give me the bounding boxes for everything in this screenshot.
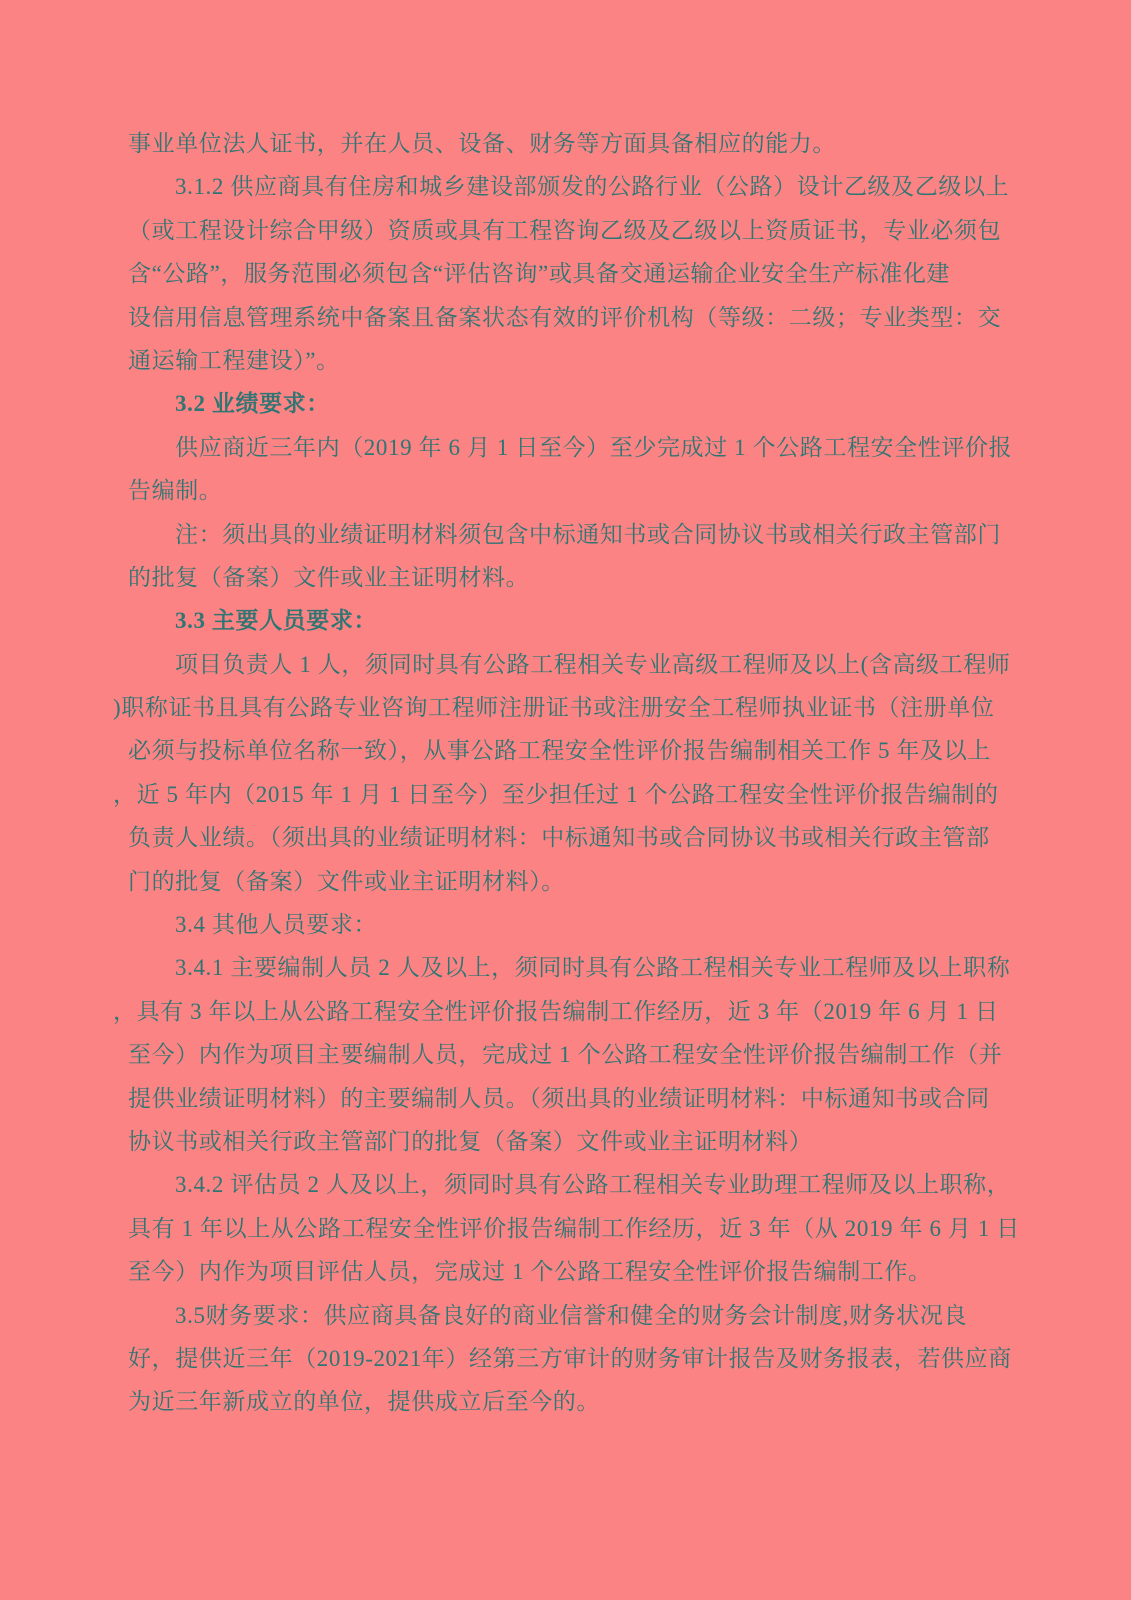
text-line: 具有 1 年以上从公路工程安全性评价报告编制工作经历，近 3 年（从 2019 年 6 月 1 日 [128, 1215, 1020, 1241]
text-line: （或工程设计综合甲级）资质或具有工程咨询乙级及乙级以上资质证书，专业必须包 [128, 217, 1002, 243]
text-line: 负责人业绩。（须出具的业绩证明材料：中标通知书或合同协议书或相关行政主管部 [128, 825, 990, 851]
text-line: 3.4.2 评估员 2 人及以上，须同时具有公路工程相关专业助理工程师及以上职称， [175, 1172, 1011, 1198]
text-line: 供应商近三年内（2019 年 6 月 1 日至今）至少完成过 1 个公路工程安全性评价报 [175, 434, 1013, 460]
text-line: 至今）内作为项目主要编制人员，完成过 1 个公路工程安全性评价报告编制工作（并 [128, 1042, 1003, 1068]
text-line: 提供业绩证明材料）的主要编制人员。（须出具的业绩证明材料：中标通知书或合同 [128, 1085, 990, 1111]
text-line: 告编制。 [128, 478, 223, 504]
text-line: 的批复（备案）文件或业主证明材料。 [128, 564, 530, 590]
text-line: 项目负责人 1 人，须同时具有公路工程相关专业高级工程师及以上(含高级工程师 [175, 651, 1011, 677]
document-text-block [113, 122, 1020, 1424]
text-line: 3.4 其他人员要求： [175, 912, 378, 938]
text-line: 至今）内作为项目评估人员，完成过 1 个公路工程安全性评价报告编制工作。 [128, 1259, 932, 1285]
text-line: 3.4.1 主要编制人员 2 人及以上，须同时具有公路工程相关专业工程师及以上职称 [175, 955, 1011, 981]
text-line: 事业单位法人证书，并在人员、设备、财务等方面具备相应的能力。 [128, 131, 836, 156]
text-line: 必须与投标单位名称一致），从事公路工程安全性评价报告编制相关工作 5 年及以上 [128, 738, 991, 764]
text-line: 设信用信息管理系统中备案且备案状态有效的评价机构（等级：二级；专业类型：交 [128, 304, 1002, 330]
text-line: 协议书或相关行政主管部门的批复（备案）文件或业主证明材料） [128, 1128, 813, 1154]
text-line: ，近 5 年内（2015 年 1 月 1 日至今）至少担任过 1 个公路工程安全性评价报告编制的 [113, 781, 999, 807]
text-line: 注：须出具的业绩证明材料须包含中标通知书或合同协议书或相关行政主管部门 [175, 521, 1001, 547]
text-line: 为近三年新成立的单位，提供成立后至今的。 [128, 1389, 600, 1415]
text-line: 好，提供近三年（2019-2021年）经第三方审计的财务审计报告及财务报表，若供应商 [128, 1345, 1012, 1371]
text-line: 3.5财务要求：供应商具备良好的商业信誉和健全的财务会计制度,财务状况良 [175, 1302, 968, 1328]
text-line: ，具有 3 年以上从公路工程安全性评价报告编制工作经历，近 3 年（2019 年 6 月 1 日 [113, 998, 999, 1024]
text-line: 3.1.2 供应商具有住房和城乡建设部颁发的公路行业（公路）设计乙级及乙级以上 [175, 174, 1010, 200]
text-line: 通运输工程建设）”。 [128, 347, 340, 373]
text-line: 门的批复（备案）文件或业主证明材料）。 [128, 868, 565, 894]
text-line: 3.2 业绩要求： [175, 391, 330, 417]
text-line: 含“公路”，服务范围必须包含“评估咨询”或具备交通运输企业安全生产标准化建 [128, 261, 951, 287]
text-line: )职称证书且具有公路专业咨询工程师注册证书或注册安全工程师执业证书（注册单位 [113, 695, 995, 721]
text-line: 3.3 主要人员要求： [175, 608, 378, 634]
